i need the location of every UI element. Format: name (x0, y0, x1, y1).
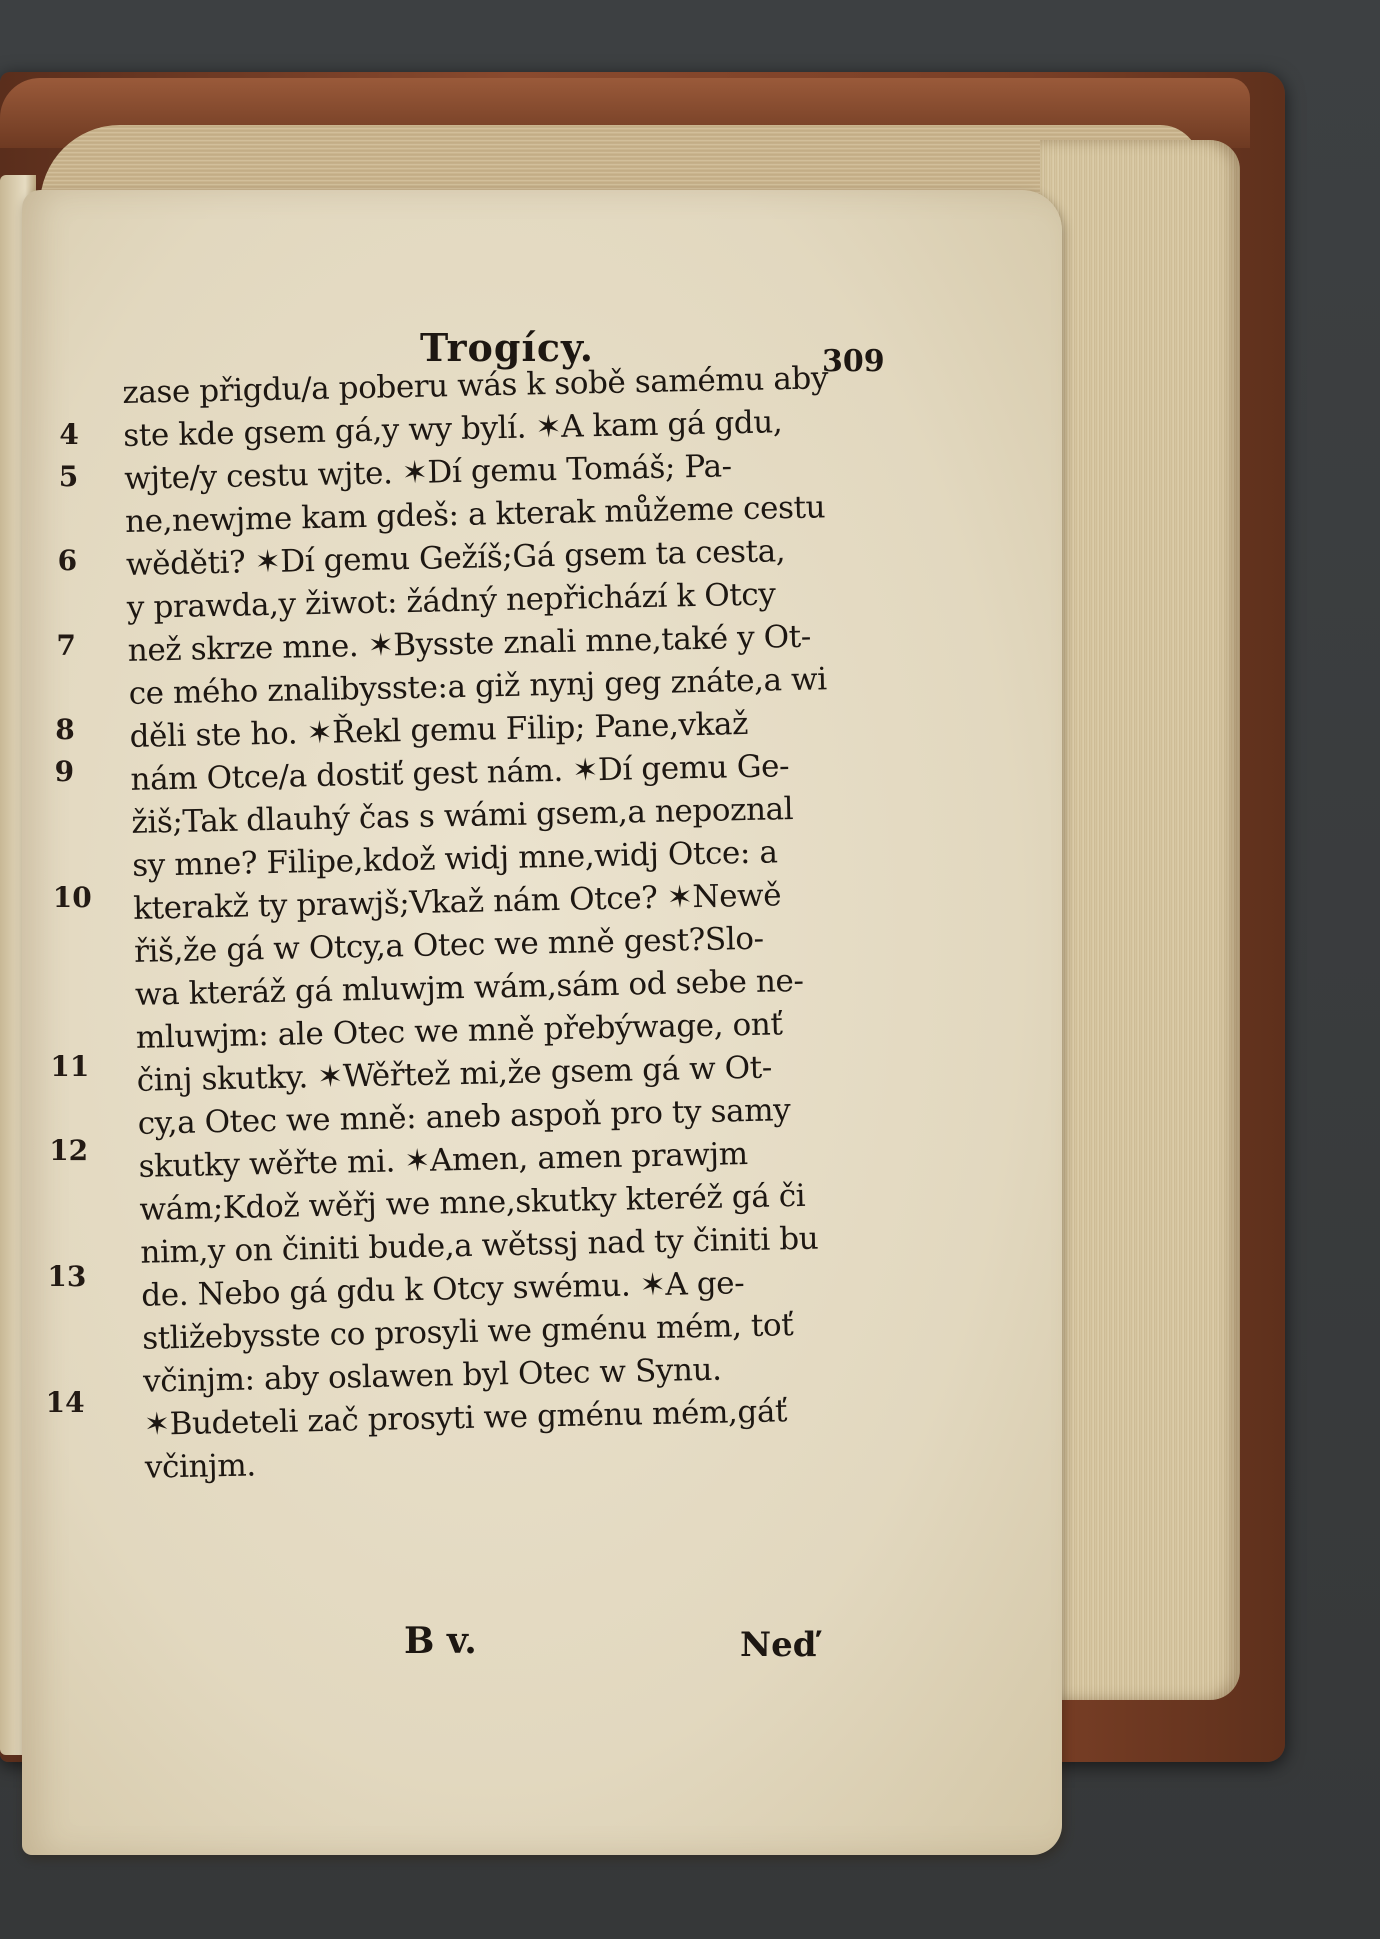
text-line: skutky wěřte mi. ✶Amen, amen prawjm (138, 1136, 749, 1185)
text-line: cy,a Otec we mně: aneb aspoň pro ty samy (137, 1092, 791, 1142)
text-line: žiš;Tak dlauhý čas s wámi gsem,a nepoznal (131, 791, 794, 841)
text-line: ste kde gsem gá,y wy bylí. ✶A kam gá gdu, (122, 404, 783, 454)
text-line: ce mého znalibysste:a giž nynj geg znáte,a wi (128, 661, 828, 712)
text-line: než skrze mne. ✶Bysste znali mne,také y Ot- (127, 618, 812, 669)
text-line: zase přigdu/a poberu wás k sobě samému aby (122, 360, 829, 411)
verse-number: 11 (50, 1049, 90, 1083)
running-head: Trogícy. (420, 325, 594, 370)
verse-number: 14 (45, 1386, 85, 1420)
verse-number: 7 (56, 628, 76, 662)
verse-number: 6 (57, 544, 78, 578)
text-line: ne,newjme kam gdeš: a kterak můžeme cestu (124, 489, 826, 540)
verse-number: 10 (52, 881, 92, 915)
text-line: stližebysste co prosyli we gménu mém, toť (141, 1307, 794, 1357)
verse-number: 5 (58, 460, 79, 494)
text-line: činj skutky. ✶Wěřtež mi,že gsem gá w Ot- (136, 1049, 773, 1099)
text-line: sy mne? Filipe,kdož widj mne,widj Otce: a (131, 834, 778, 884)
text-line: wa kteráž gá mluwjm wám,sám od sebe ne- (134, 962, 804, 1013)
verse-number: 12 (49, 1133, 89, 1167)
text-line: včinjm. (144, 1447, 257, 1486)
text-line: wěděti? ✶Dí gemu Gežíš;Gá gsem ta cesta, (125, 533, 786, 583)
verse-number: 13 (47, 1260, 87, 1294)
text-block (122, 357, 885, 1490)
catchword: Neď (740, 1625, 817, 1665)
text-line: včinjm: aby oslawen byl Otec w Synu. (142, 1351, 722, 1400)
page-number: 309 (822, 344, 885, 379)
verse-number: 9 (54, 754, 75, 788)
text-line: wám;Kdož wěřj we mne,skutky kteréž gá či (139, 1177, 806, 1228)
verse-number: 4 (59, 418, 79, 452)
text-line: nim,y on činiti bude,a wětssj nad ty činiti bu (140, 1220, 819, 1271)
signature-mark: B v. (404, 1620, 477, 1662)
page-block-fore-edge (1040, 140, 1240, 1700)
text-line: ✶Budeteli zač prosyti we gménu mém,gáť (143, 1393, 788, 1443)
text-line: wjte/y cestu wjte. ✶Dí gemu Tomáš; Pa- (123, 448, 733, 497)
text-line: de. Nebo gá gdu k Otcy swému. ✶A ge- (140, 1265, 745, 1314)
text-line: nám Otce/a dostiť gest nám. ✶Dí gemu Ge- (130, 748, 790, 798)
text-line: kterakž ty prawjš;Vkaž nám Otce? ✶Newě (132, 877, 782, 927)
text-line: y prawda,y žiwot: žádný nepřichází k Otcy (126, 576, 776, 626)
text-line: řiš,že gá w Otcy,a Otec we mně gest?Slo- (133, 920, 765, 970)
text-line: mluwjm: ale Otec we mně přebýwage, onť (135, 1006, 783, 1056)
verse-number: 8 (55, 712, 75, 746)
text-line: děli ste ho. ✶Řekl gemu Filip; Pane,vkaž (129, 705, 749, 755)
